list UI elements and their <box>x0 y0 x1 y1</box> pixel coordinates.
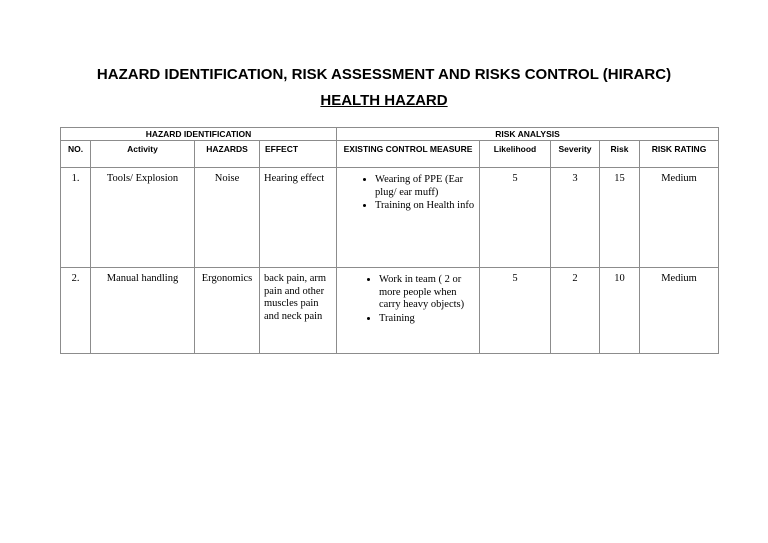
column-header-hazards: HAZARDS <box>195 141 260 168</box>
control-list <box>337 173 479 213</box>
column-header-severity: Severity <box>551 141 600 168</box>
cell-likelihood: 5 <box>480 168 551 268</box>
column-header-risk: Risk <box>600 141 640 168</box>
cell-hazards: Noise <box>195 168 260 268</box>
cell-likelihood: 5 <box>480 268 551 354</box>
document-subtitle <box>0 92 768 109</box>
cell-controls <box>337 168 480 268</box>
cell-severity: 2 <box>551 268 600 354</box>
column-header-activity: Activity <box>91 141 195 168</box>
control-item: • Work in team ( 2 or more people when carry heavy objects) <box>379 273 479 312</box>
hirarc-table <box>60 127 719 354</box>
column-header-rating: RISK RATING <box>640 141 719 168</box>
control-list <box>337 273 479 325</box>
cell-risk: 10 <box>600 268 640 354</box>
column-header-effect: EFFECT <box>260 141 337 168</box>
document-title: HAZARD IDENTIFICATION, RISK ASSESSMENT AND RISKS CONTROL (HIRARC) <box>96 66 672 83</box>
cell-no: 2. <box>61 268 91 354</box>
cell-rating: Medium <box>640 268 719 354</box>
cell-controls <box>337 268 480 354</box>
cell-rating: Medium <box>640 168 719 268</box>
cell-effect: Hearing effect <box>260 168 337 268</box>
table-row <box>61 268 719 354</box>
column-header-no: NO. <box>61 141 91 168</box>
column-header-likelihood: Likelihood <box>480 141 551 168</box>
column-header-control: EXISTING CONTROL MEASURE <box>337 141 480 168</box>
cell-activity: Tools/ Explosion <box>91 168 195 268</box>
group-header-hazard-identification: HAZARD IDENTIFICATION <box>61 128 337 141</box>
control-item: • Wearing of PPE (Ear plug/ ear muff) <box>375 173 479 199</box>
cell-no: 1. <box>61 168 91 268</box>
control-item: • Training on Health info <box>375 199 479 213</box>
cell-risk: 15 <box>600 168 640 268</box>
table-row <box>61 168 719 268</box>
cell-effect: back pain, arm pain and other muscles pain and neck pain <box>260 268 337 354</box>
control-item: • Training <box>379 312 479 326</box>
cell-severity: 3 <box>551 168 600 268</box>
subtitle-text: HEALTH HAZARD <box>320 92 448 109</box>
cell-hazards: Ergonomics <box>195 268 260 354</box>
cell-activity: Manual handling <box>91 268 195 354</box>
group-header-risk-analysis: RISK ANALYSIS <box>337 128 719 141</box>
